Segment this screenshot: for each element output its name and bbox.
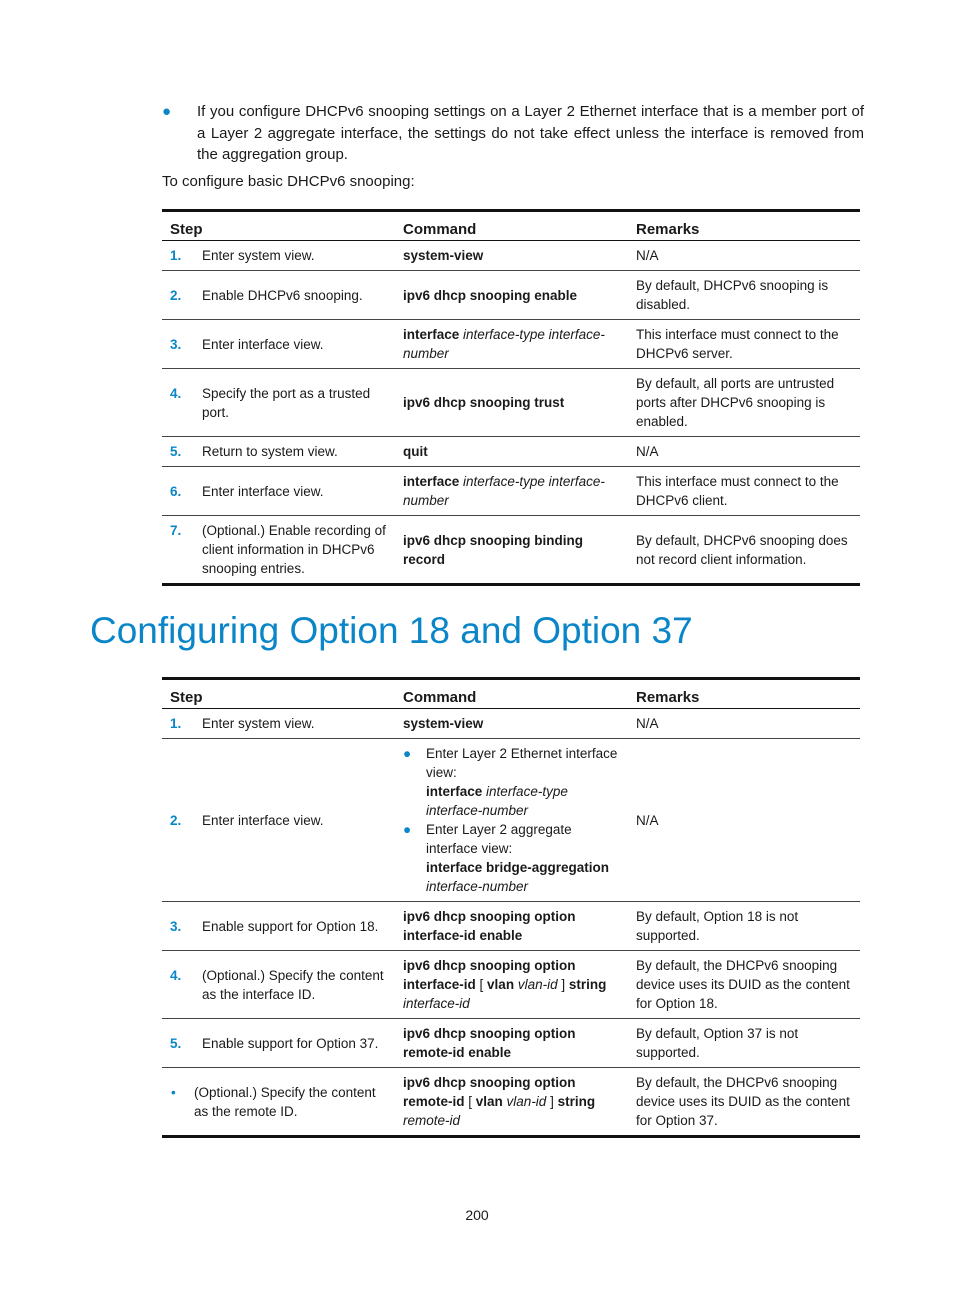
remarks-cell: N/A [628, 709, 860, 739]
header-remarks: Remarks [628, 679, 860, 709]
remarks-cell: N/A [628, 739, 860, 902]
option-text: Enter Layer 2 aggregate interface view: [426, 822, 572, 856]
command-keyword: ipv6 dhcp snooping option interface-id enable [403, 909, 576, 943]
table-row [162, 902, 860, 951]
step-text: Enter system view. [202, 248, 315, 263]
table-row [162, 1019, 860, 1068]
option-text: Enter Layer 2 Ethernet interface view: [426, 746, 618, 780]
command-argument: interface-id [403, 996, 470, 1011]
command-keyword: interface [403, 474, 460, 489]
step-text: (Optional.) Specify the content as the remote ID. [194, 1084, 376, 1119]
step-cell [162, 1068, 395, 1137]
remarks-cell: By default, the DHCPv6 snooping device uses its DUID as the content for Option 18. [628, 951, 860, 1019]
header-step: Step [162, 679, 395, 709]
step-number: 2. [170, 812, 182, 828]
command-bracket: ] [557, 977, 569, 992]
header-remarks: Remarks [628, 211, 860, 241]
command-cell [395, 709, 628, 739]
command-cell [395, 271, 628, 320]
step-text: Enable support for Option 18. [202, 918, 379, 934]
table-row [162, 709, 860, 739]
command-cell [395, 739, 628, 902]
remarks-cell: N/A [628, 241, 860, 271]
intro-text: To configure basic DHCPv6 snooping: [162, 173, 415, 190]
command-argument: interface-type interface-number [403, 327, 605, 361]
command-bracket: ] [546, 1094, 558, 1109]
step-cell [162, 516, 395, 585]
table-row [162, 739, 860, 902]
command-keyword: interface bridge-aggregation [426, 860, 610, 875]
step-cell [162, 437, 395, 467]
command-keyword: string [557, 1094, 596, 1109]
table-header-row [162, 211, 860, 241]
step-number: 3. [170, 336, 182, 352]
command-keyword: interface [403, 327, 460, 342]
note-text: If you configure DHCPv6 snooping settings on a Layer 2 Ethernet interface that is a member port of a Layer 2 aggregate interface, the settings do not take effect unless the interface is removed from the aggregation group. [197, 103, 864, 163]
step-cell [162, 951, 395, 1019]
command-cell [395, 467, 628, 516]
step-text: Enter interface view. [202, 483, 324, 499]
page-number: 200 [465, 1207, 489, 1223]
step-text: (Optional.) Specify the content as the interface ID. [202, 967, 384, 1002]
table-row [162, 241, 860, 271]
remarks-cell: By default, DHCPv6 snooping does not record client information. [628, 516, 860, 585]
remarks-cell: By default, DHCPv6 snooping is disabled. [628, 271, 860, 320]
command-keyword: system-view [403, 716, 484, 731]
bullet-icon: • [171, 1084, 176, 1100]
step-text: Enable DHCPv6 snooping. [202, 287, 363, 303]
step-text: Enter system view. [202, 716, 315, 731]
command-keyword: system-view [403, 248, 484, 263]
command-bracket: [ [464, 1094, 476, 1109]
step-number: 5. [170, 444, 182, 459]
remarks-cell: By default, all ports are untrusted ports after DHCPv6 snooping is enabled. [628, 369, 860, 437]
remarks-cell: This interface must connect to the DHCPv6 server. [628, 320, 860, 369]
step-number: 3. [170, 918, 182, 934]
list-item [403, 744, 620, 820]
command-keyword: vlan [475, 1094, 503, 1109]
remarks-cell: By default, the DHCPv6 snooping device uses its DUID as the content for Option 37. [628, 1068, 860, 1137]
step-cell [162, 739, 395, 902]
note-bullet [162, 101, 864, 166]
step-cell [162, 1019, 395, 1068]
bullet-icon: ● [403, 822, 412, 837]
remarks-cell: This interface must connect to the DHCPv6 client. [628, 467, 860, 516]
table-row [162, 1068, 860, 1137]
basic-snooping-table [162, 209, 860, 586]
step-cell [162, 902, 395, 951]
command-keyword: vlan [487, 977, 515, 992]
step-text: Enter interface view. [202, 336, 324, 352]
step-number: 1. [170, 716, 182, 731]
command-keyword: ipv6 dhcp snooping binding record [403, 532, 583, 567]
command-keyword: ipv6 dhcp snooping enable [403, 287, 578, 303]
list-item [403, 820, 620, 896]
remarks-cell: N/A [628, 437, 860, 467]
step-number: 4. [170, 967, 182, 983]
table-row [162, 271, 860, 320]
table-row [162, 369, 860, 437]
command-argument: interface-number [426, 879, 529, 894]
command-cell [395, 437, 628, 467]
command-bracket: [ [475, 977, 488, 992]
table-row [162, 516, 860, 585]
step-text: Specify the port as a trusted port. [202, 385, 371, 420]
step-cell [162, 467, 395, 516]
step-cell [162, 271, 395, 320]
step-text: Enable support for Option 37. [202, 1035, 379, 1051]
step-cell [162, 320, 395, 369]
command-cell [395, 369, 628, 437]
header-step: Step [162, 211, 395, 241]
command-cell [395, 1068, 628, 1137]
table-row [162, 951, 860, 1019]
step-number: 7. [170, 523, 182, 538]
step-number: 1. [170, 248, 182, 263]
step-cell [162, 709, 395, 739]
remarks-cell: By default, Option 18 is not supported. [628, 902, 860, 951]
command-keyword: string [568, 977, 607, 992]
command-argument: interface-type interface-number [403, 474, 605, 508]
header-command: Command [395, 211, 628, 241]
table-row [162, 467, 860, 516]
step-text: (Optional.) Enable recording of client information in DHCPv6 snooping entries. [202, 523, 386, 576]
step-number: 2. [170, 287, 182, 303]
step-text: Return to system view. [202, 444, 338, 459]
bullet-icon: ● [162, 103, 172, 120]
step-cell [162, 369, 395, 437]
option-18-37-table [162, 677, 860, 1138]
command-cell [395, 320, 628, 369]
command-cell [395, 951, 628, 1019]
remarks-cell: By default, Option 37 is not supported. [628, 1019, 860, 1068]
table-header-row [162, 679, 860, 709]
command-keyword: quit [403, 444, 428, 459]
command-keyword: interface [426, 784, 483, 799]
command-keyword: ipv6 dhcp snooping option remote-id [403, 1075, 576, 1109]
step-cell [162, 241, 395, 271]
command-argument: interface-type interface-number [426, 784, 568, 818]
table-row [162, 320, 860, 369]
command-keyword: ipv6 dhcp snooping option remote-id enable [403, 1026, 576, 1060]
command-keyword: ipv6 dhcp snooping option interface-id [403, 958, 576, 992]
step-number: 6. [170, 483, 182, 499]
command-options-list [403, 744, 620, 896]
command-cell [395, 1019, 628, 1068]
command-argument: vlan-id [502, 1094, 547, 1109]
bullet-icon: ● [403, 746, 412, 761]
section-heading: Configuring Option 18 and Option 37 [90, 610, 693, 651]
command-keyword: ipv6 dhcp snooping trust [403, 395, 565, 410]
command-cell [395, 902, 628, 951]
step-text: Enter interface view. [202, 812, 324, 828]
command-argument: remote-id [403, 1113, 461, 1128]
table-row [162, 437, 860, 467]
header-command: Command [395, 679, 628, 709]
command-argument: vlan-id [514, 977, 558, 992]
step-number: 4. [170, 385, 182, 401]
step-number: 5. [170, 1035, 182, 1051]
command-cell [395, 516, 628, 585]
command-cell [395, 241, 628, 271]
